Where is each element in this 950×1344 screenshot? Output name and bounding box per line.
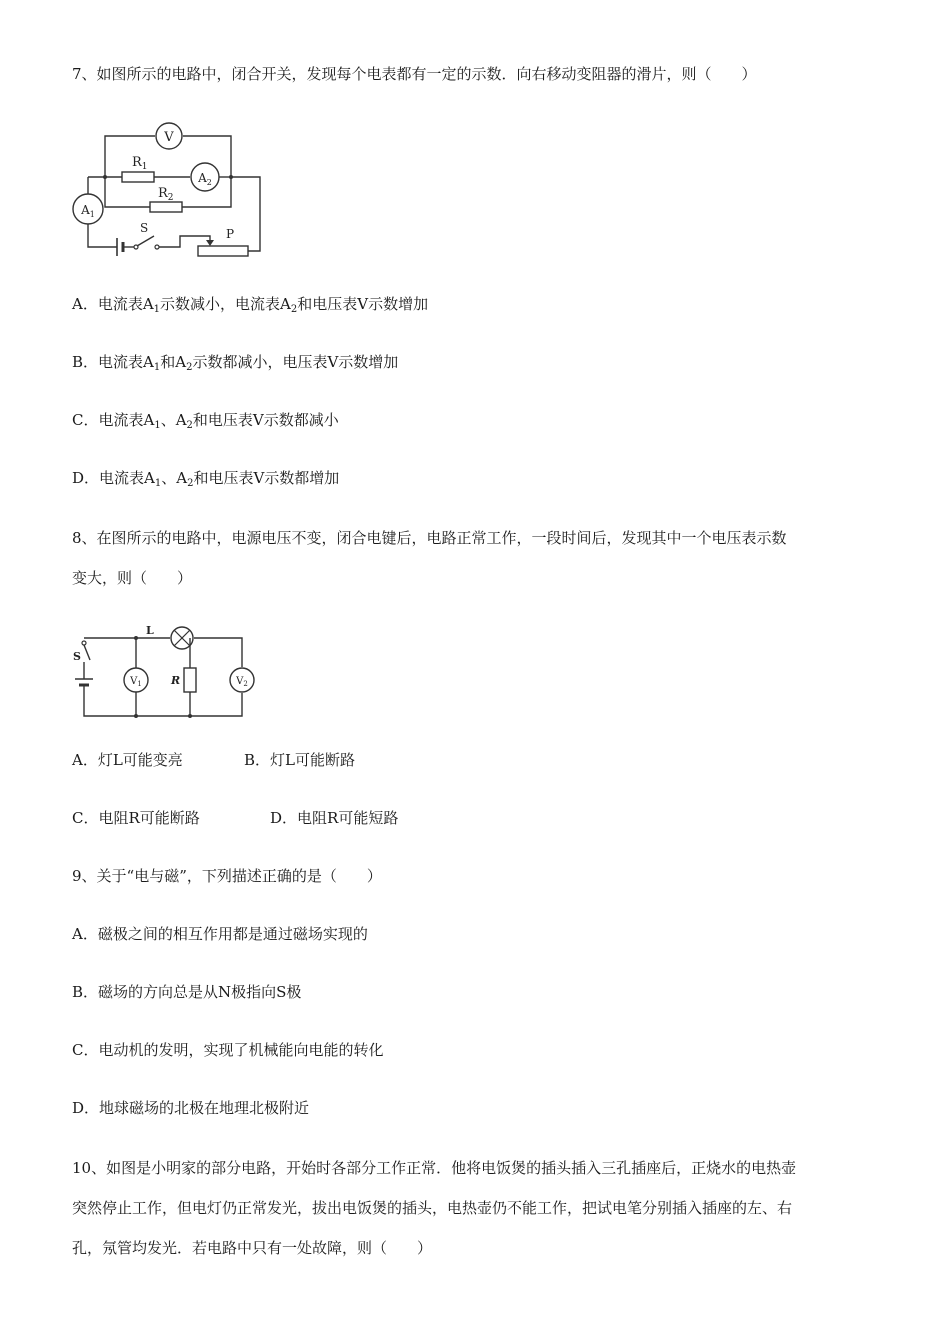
resistor-r-label: R bbox=[171, 674, 181, 687]
q10-stem-line-3: 孔，氖管均发光．若电路中只有一处故障，则（ ） bbox=[72, 1239, 433, 1257]
q8-option-d: D．电阻R可能短路 bbox=[270, 809, 399, 827]
q7-circuit-diagram bbox=[70, 120, 270, 260]
q7-option-d: D．电流表$A_1$、$A_2$和电压表V示数都增加 bbox=[72, 469, 340, 489]
voltmeter-v-label: V bbox=[164, 130, 174, 145]
q7-option-a: A．电流表$A_1$示数减小，电流表$A_2$和电压表V示数增加 bbox=[72, 295, 429, 315]
q8-circuit-diagram bbox=[70, 622, 270, 722]
q8-option-c: C．电阻R可能断路 bbox=[72, 809, 200, 827]
resistor-r2 bbox=[150, 202, 182, 212]
switch-s bbox=[84, 645, 90, 660]
q9-stem: 9、关于“电与磁”，下列描述正确的是（ ） bbox=[72, 867, 382, 885]
q9-option-d: D．地球磁场的北极在地理北极附近 bbox=[72, 1099, 310, 1117]
q7-stem: 7、如图所示的电路中，闭合开关，发现每个电表都有一定的示数．向右移动变阻器的滑片，则（ ） bbox=[72, 65, 757, 83]
q10-stem-line-2: 突然停止工作，但电灯仍正常发光，拔出电饭煲的插头，电热壶仍不能工作，把试电笔分别插入插座的左、右 bbox=[72, 1199, 793, 1217]
q8-stem-line-1: 8、在图所示的电路中，电源电压不变，闭合电键后，电路正常工作，一段时间后，发现其中一个电压表示数 bbox=[72, 529, 787, 547]
q9-option-a: A．磁极之间的相互作用都是通过磁场实现的 bbox=[72, 925, 368, 943]
q9-option-c: C．电动机的发明，实现了机械能向电能的转化 bbox=[72, 1041, 384, 1059]
switch-s bbox=[137, 236, 154, 246]
rheostat bbox=[198, 246, 248, 256]
q7-option-c: C．电流表$A_1$、$A_2$和电压表V示数都减小 bbox=[72, 411, 339, 431]
q7-option-b: B．电流表$A_1$和$A_2$示数都减小，电压表V示数增加 bbox=[72, 353, 399, 373]
lamp-l-label: L bbox=[146, 624, 154, 637]
switch-s-label: S bbox=[140, 221, 149, 235]
resistor-r1 bbox=[122, 172, 154, 182]
slider-p-label: P bbox=[226, 227, 235, 241]
q8-option-b: B．灯L可能断路 bbox=[244, 751, 355, 769]
r1-label: $R_1$ bbox=[132, 155, 148, 172]
r2-label: $R_2$ bbox=[158, 186, 174, 203]
q10-stem-line-1: 10、如图是小明家的部分电路，开始时各部分工作正常．他将电饭煲的插头插入三孔插座后，正烧水的电热壶 bbox=[72, 1159, 797, 1177]
q8-option-a: A．灯L可能变亮 bbox=[72, 751, 183, 769]
voltmeter-v1-label: $V_1$ bbox=[130, 676, 142, 688]
voltmeter-v2-label: $V_2$ bbox=[236, 676, 248, 688]
q9-option-b: B．磁场的方向总是从N极指向S极 bbox=[72, 983, 302, 1001]
ammeter-a1-label: $A_1$ bbox=[81, 203, 95, 219]
q8-stem-line-2: 变大，则（ ） bbox=[72, 569, 193, 587]
switch-s-label: S bbox=[73, 650, 81, 663]
resistor-r bbox=[184, 668, 196, 692]
ammeter-a2-label: $A_2$ bbox=[198, 171, 212, 187]
